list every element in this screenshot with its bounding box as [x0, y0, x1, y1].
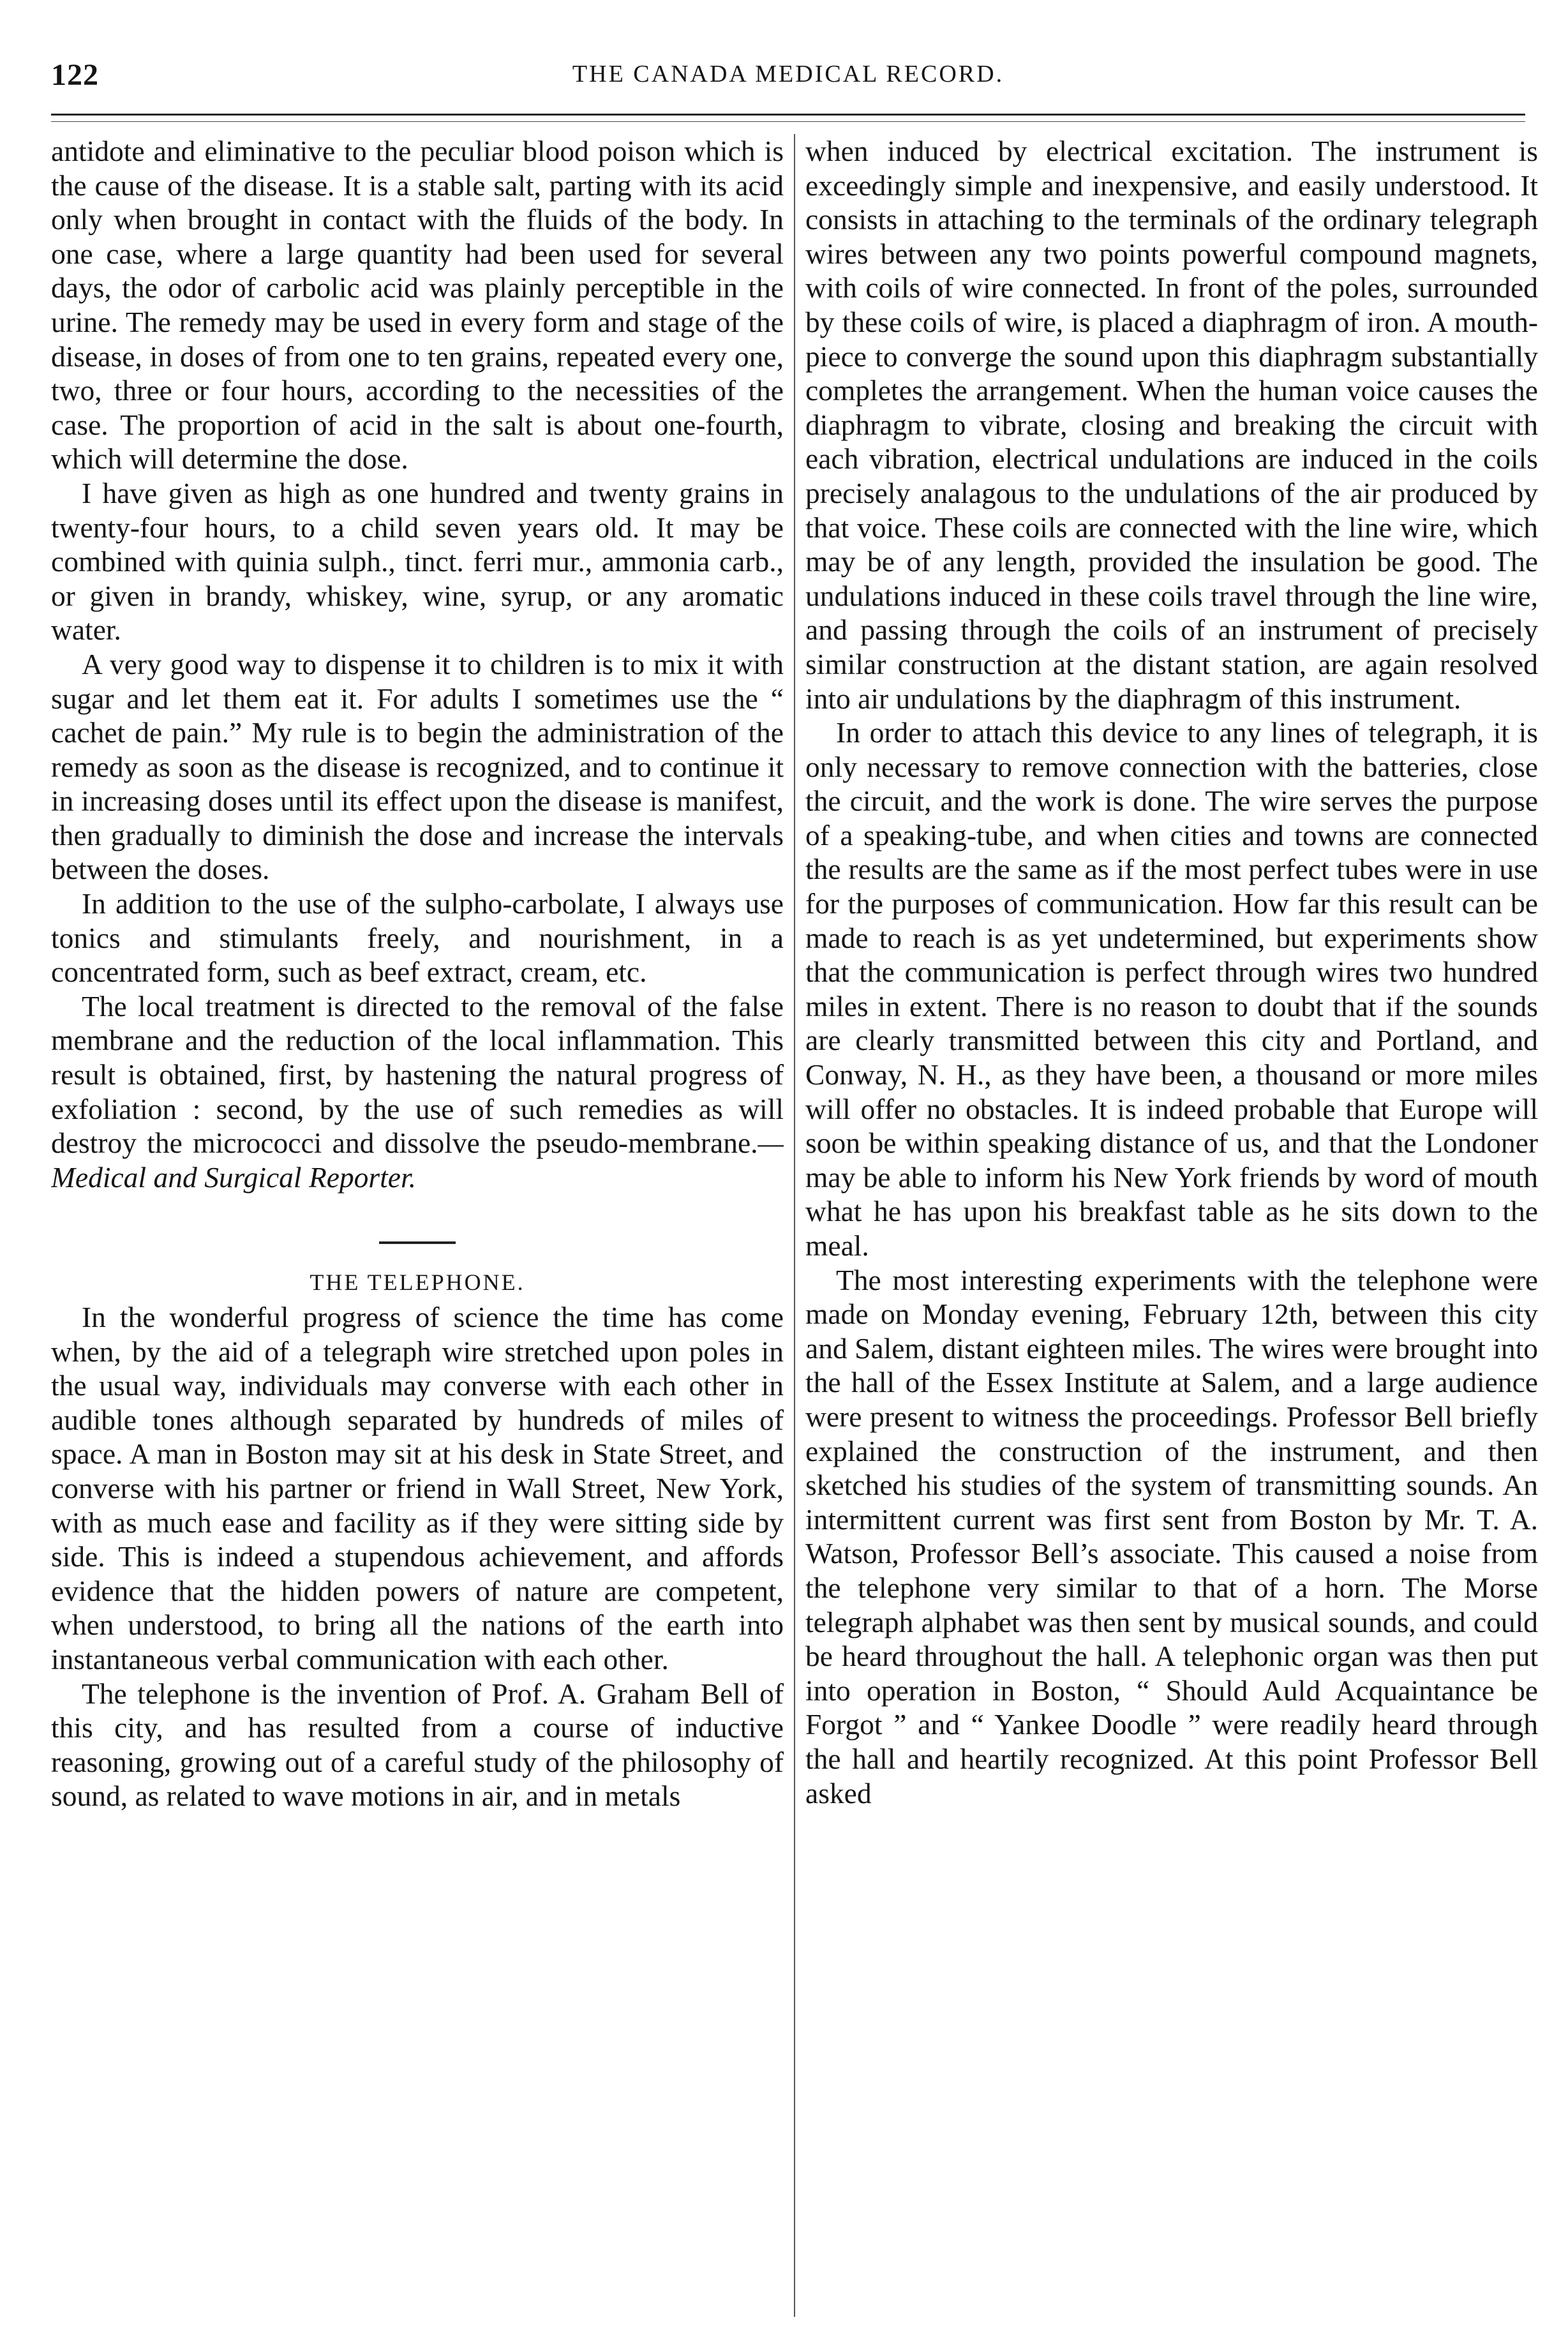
section-divider: [379, 1241, 456, 1244]
paragraph: The most interesting experiments with the telephone were made on Monday evening, February 12th, between this city and Salem, distant eighteen miles. The wires were brought into the hall of the Essex Institute at Salem, and a large audience were present to witness the proceedings. Professor Bell briefly explained the construction of the instrument, and then sketched his studies of the system of transmitting sounds. An intermittent current was first sent from Boston by Mr. T. A. Watson, Professor Bell’s associate. This caused a noise from the telephone very similar to that of a horn. The Morse telegraph alphabet was then sent by musical sounds, and could be heard throughout the hall. A telephonic organ was then put into operation in Boston, “ Should Auld Acquaintance be Forgot ” and “ Yankee Doodle ” were readily heard through the hall and heartily recognized. At this point Professor Bell asked: [805, 1263, 1538, 1809]
header-rule-thin: [51, 121, 1525, 122]
paragraph: In addition to the use of the sulpho-carbolate, I always use tonics and stimulants freely, and nourishment, in a concentrated form, such as beef extract, cream, etc.: [51, 887, 784, 989]
paragraph-text: The local treatment is directed to the removal of the false membrane and the reduction of the local inflammation. This result is obtained, first, by hastening the natural progress of exfoliation : second, by the use of such remedies as will destroy the micrococci and dissolve the pseudo-membrane.: [51, 989, 784, 1160]
page-number: 122: [51, 58, 99, 92]
journal-title: THE CANADA MEDICAL RECORD.: [572, 61, 1004, 87]
column-divider: [794, 134, 795, 2317]
source-citation: —Medical and Surgical Reporter.: [51, 1127, 784, 1194]
paragraph: In order to attach this device to any lines of telegraph, it is only necessary to remove connection with the batteries, close the circuit, and the work is done. The wire serves the purpose of a speaking-tube, and when cities and towns are connected the results are the same as if the most perfect tubes were in use for the purposes of communication. How far this result can be made to reach is as yet undetermined, but experiments show that the communication is perfect through wires two hundred miles in extent. There is no reason to doubt that if the sounds are clearly transmitted between this city and Portland, and Conway, N. H., as they have been, a thousand or more miles will offer no obstacles. It is indeed probable that Europe will soon be within speaking distance of us, and that the Londoner may be able to inform his New York friends by word of mouth what he has upon his breakfast table as he sits down to the meal.: [805, 716, 1538, 1262]
paragraph: In the wonderful progress of science the time has come when, by the aid of a telegraph wire stretched upon poles in the usual way, individuals may converse with each other in audible tones although separated by hundreds of miles of space. A man in Boston may sit at his desk in State Street, and converse with his partner or friend in Wall Street, New York, with as much ease and facility as if they were sitting side by side. This is indeed a stupendous achievement, and affords evidence that the hidden powers of nature are competent, when understood, to bring all the nations of the earth into instantaneous verbal communication with each other.: [51, 1301, 784, 1675]
paragraph: A very good way to dispense it to children is to mix it with sugar and let them eat it. For adults I sometimes use the “ cachet de pain.” My rule is to begin the administration of the remedy as soon as the disease is recognized, and to continue it in increasing doses until its effect upon the disease is manifest, then gradually to diminish the dose and increase the intervals between the doses.: [51, 647, 784, 886]
right-column: [805, 134, 1538, 2317]
running-header: [51, 57, 1525, 102]
paragraph: I have given as high as one hundred and twenty grains in twenty-four hours, to a child seven years old. It may be combined with quinia sulph., tinct. ferri mur., ammonia carb., or given in brandy, whiskey, wine, syrup, or any aromatic water.: [51, 476, 784, 647]
paragraph: when induced by electrical excitation. The instrument is exceedingly simple and inexpensive, and easily understood. It consists in attaching to the terminals of the ordinary telegraph wires between any two points powerful compound magnets, with coils of wire connected. In front of the poles, surrounded by these coils of wire, is placed a diaphragm of iron. A mouth-piece to converge the sound upon this diaphragm substantially completes the arrangement. When the human voice causes the diaphragm to vibrate, closing and breaking the circuit with each vibration, electrical undulations are induced in the coils precisely analagous to the undulations of the air produced by that voice. These coils are connected with the line wire, which may be of any length, provided the insulation be good. The undulations induced in these coils travel through the line wire, and passing through the coils of an instrument of precisely similar construction at the distant station, are again resolved into air undulations by the diaphragm of this instrument.: [805, 135, 1538, 715]
header-rule: [51, 114, 1525, 116]
paragraph: antidote and eliminative to the peculiar blood poison which is the cause of the disease. It is a stable salt, parting with its acid only when brought in contact with the fluids of the body. In one case, where a large quantity had been used for several days, the odor of carbolic acid was plainly perceptible in the urine. The remedy may be used in every form and stage of the disease, in doses of from one to ten grains, repeated every one, two, three or four hours, according to the necessities of the case. The proportion of acid in the salt is about one-fourth, which will determine the dose.: [51, 135, 784, 476]
paragraph: [51, 989, 784, 1195]
section-title: THE TELEPHONE.: [310, 1270, 525, 1296]
left-column: [51, 134, 784, 2317]
paragraph: The telephone is the invention of Prof. A. Graham Bell of this city, and has resulted from a course of inductive reasoning, growing out of a careful study of the philosophy of sound, as related to wave motions in air, and in metals: [51, 1677, 784, 1813]
